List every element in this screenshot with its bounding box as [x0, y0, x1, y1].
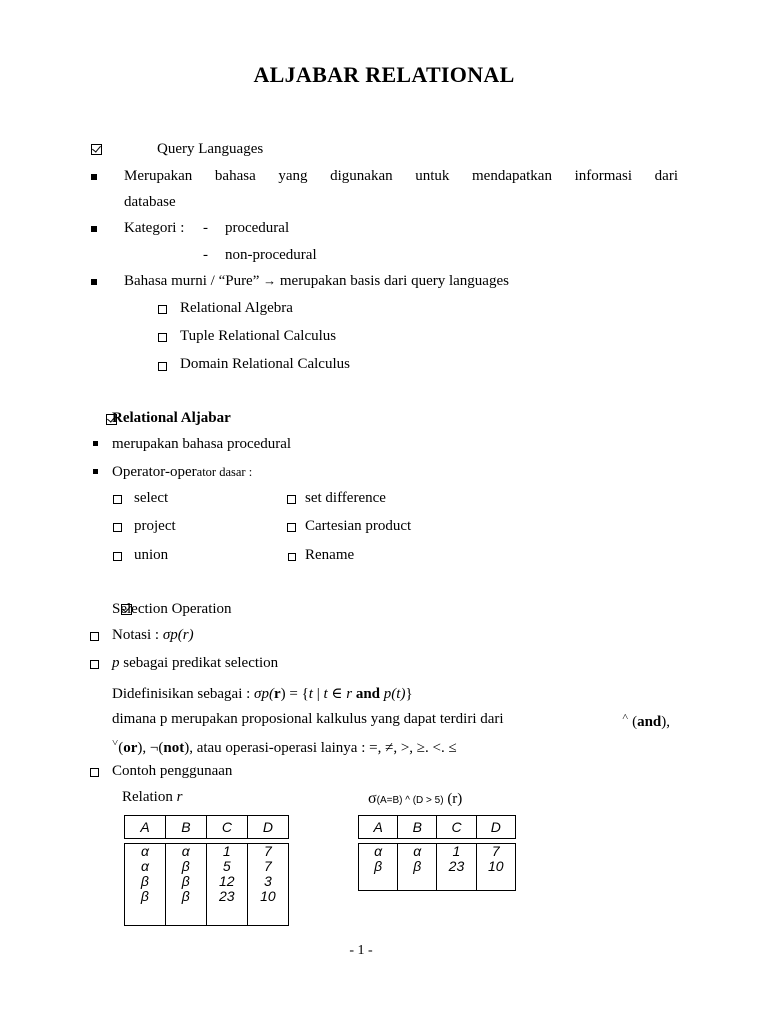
bullet-icon: [91, 174, 97, 180]
square-bullet-icon: [288, 553, 296, 561]
dash: -: [203, 247, 208, 263]
operator-item: project: [134, 518, 176, 534]
column-header: B: [398, 816, 437, 839]
right-arrow-icon: →: [263, 273, 277, 288]
square-bullet-icon: [287, 495, 296, 504]
section-heading-relational-aljabar: Relational Aljabar: [112, 410, 231, 426]
contoh-heading: Contoh penggunaan: [112, 763, 233, 779]
column-header: B: [165, 816, 206, 839]
section-heading-query-languages: Query Languages: [157, 141, 264, 157]
square-bullet-icon: [158, 333, 167, 342]
bullet-icon: [91, 226, 97, 232]
relation-r-header-table: [124, 815, 289, 839]
sigma-symbol: σ: [162, 627, 171, 643]
bullet-icon: [93, 441, 98, 446]
table-cell: 1 5 12 23: [206, 844, 247, 926]
operator-item: Cartesian product: [305, 518, 412, 534]
table-row: [359, 844, 516, 891]
column-header: C: [206, 816, 247, 839]
column-header: D: [476, 816, 515, 839]
paragraph-line: Merupakan bahasa yang digunakan untuk mendapatkan informasi dari: [124, 168, 678, 184]
square-bullet-icon: [287, 523, 296, 532]
or-symbol: ˅: [112, 737, 119, 749]
table-cell: α β β β: [165, 844, 206, 926]
square-bullet-icon: [90, 632, 99, 641]
square-bullet-icon: [113, 552, 122, 561]
selection-body-table: [358, 843, 516, 891]
query-language-item: Domain Relational Calculus: [180, 356, 350, 372]
query-language-item: Tuple Relational Calculus: [180, 328, 337, 344]
dimana-line: dimana p merupakan proposional kalkulus yang dapat terdiri dari ˄ (and),: [112, 711, 670, 730]
column-header: A: [125, 816, 166, 839]
kategori-option: non-procedural: [225, 247, 317, 263]
table-cell: 7 7 3 10: [247, 844, 288, 926]
checkbox-icon: [91, 144, 102, 155]
page-title: ALJABAR RELATIONAL: [253, 62, 515, 87]
relation-r-caption: Relation r: [122, 789, 183, 805]
page-number: - 1 -: [349, 943, 373, 958]
predikat-line: p sebagai predikat selection: [112, 655, 279, 671]
relation-r-body-table: [124, 843, 289, 926]
query-language-item: Relational Algebra: [180, 300, 293, 316]
column-header: C: [437, 816, 476, 839]
section-heading-selection: Selection Operation: [112, 601, 232, 617]
square-bullet-icon: [158, 305, 167, 314]
column-header: D: [247, 816, 288, 839]
definition-line: Didefinisikan sebagai : σp(r) = {t | t ∈ r and p(t)}: [112, 686, 413, 702]
paragraph-line: database: [124, 194, 176, 210]
square-bullet-icon: [90, 768, 99, 777]
and-symbol: ˄: [622, 711, 629, 723]
kategori-option: procedural: [225, 220, 290, 236]
table-cell: α α β β: [125, 844, 166, 926]
dash: -: [203, 220, 208, 236]
table-cell: α β: [359, 844, 398, 891]
square-bullet-icon: [113, 495, 122, 504]
table-cell: 7 10: [476, 844, 515, 891]
selection-result-caption: σ(A=B) ^ (D > 5) (r): [368, 790, 463, 807]
square-bullet-icon: [90, 660, 99, 669]
operators-line: ˅(or), ¬(not), atau operasi-operasi lainya : =, ≠, >, ≥. <. ≤: [112, 737, 457, 756]
operator-item: Rename: [305, 547, 355, 563]
operator-item: set difference: [305, 490, 386, 506]
paragraph-line: merupakan bahasa procedural: [112, 436, 292, 452]
sigma-symbol: σ: [254, 686, 262, 702]
kategori-label: Kategori :: [124, 220, 185, 236]
notasi-line: Notasi : σp(r): [112, 627, 194, 643]
selection-header-table: [358, 815, 516, 839]
table-row: [125, 844, 289, 926]
square-bullet-icon: [113, 523, 122, 532]
operator-item: union: [134, 547, 169, 563]
bullet-icon: [93, 469, 98, 474]
square-bullet-icon: [158, 362, 167, 371]
operator-item: select: [134, 490, 169, 506]
table-cell: α β: [398, 844, 437, 891]
bullet-icon: [91, 279, 97, 285]
column-header: A: [359, 816, 398, 839]
table-cell: 1 23: [437, 844, 476, 891]
operator-heading: Operator-operator dasar :: [112, 464, 253, 480]
bahasa-murni-text: Bahasa murni / “Pure” → merupakan basis dari query languages: [124, 273, 509, 289]
